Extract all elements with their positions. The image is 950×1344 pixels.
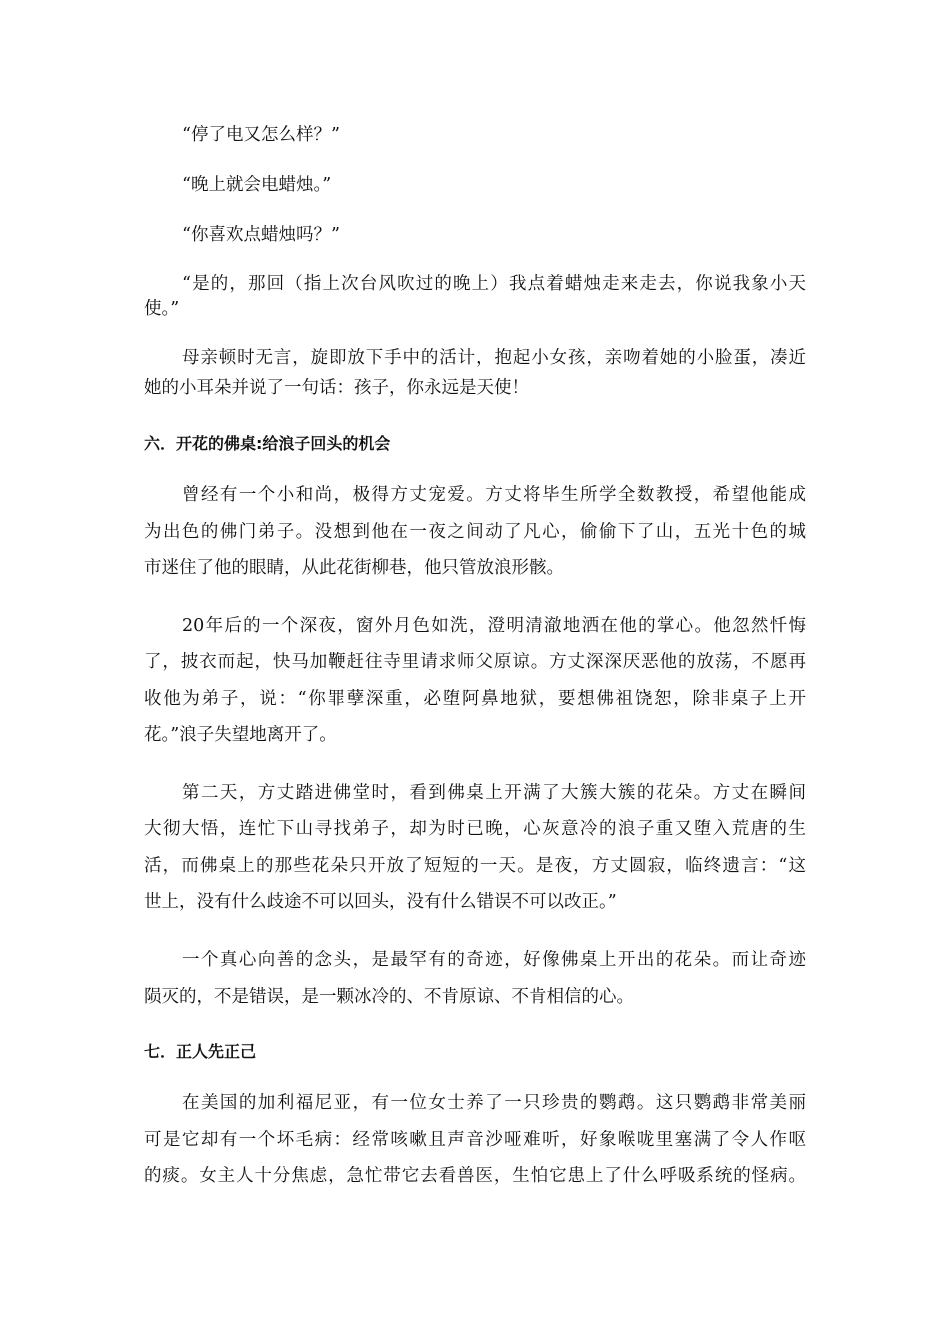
section-heading: 七．正人先正己 (144, 1042, 257, 1061)
paragraph-line: 她的小耳朵并说了一句话：孩子，你永远是天使！ (144, 378, 529, 398)
paragraph-line: 曾经有一个小和尚，极得方丈宠爱。方丈将毕生所学全数教授，希望他能成 (182, 485, 806, 505)
dialogue-line: “你喜欢点蜡烛吗？” (182, 225, 340, 245)
paragraph-line: 一个真心向善的念头，是最罕有的奇迹，好像佛桌上开出的花朵。而让奇迹 (182, 950, 806, 970)
dialogue-line: “停了电又怎么样？” (182, 125, 340, 145)
paragraph-line: 活，而佛桌上的那些花朵只开放了短短的一天。是夜，方丈圆寂，临终遗言：“这 (144, 856, 806, 876)
paragraph-line: 世上，没有什么歧途不可以回头，没有什么错误不可以改正。” (144, 892, 617, 912)
paragraph-line: 了，披衣而起，快马加鞭赶往寺里请求师父原谅。方丈深深厌恶他的放荡，不愿再 (144, 652, 806, 672)
paragraph-line: 花。”浪子失望地离开了。 (144, 725, 337, 745)
paragraph-line: 收他为弟子，说：“你罪孽深重，必堕阿鼻地狱，要想佛祖饶恕，除非桌子上开 (144, 689, 806, 709)
dialogue-line: “晚上就会电蜡烛。” (182, 175, 332, 195)
dialogue-line: 使。” (144, 299, 180, 319)
paragraph-line: 为出色的佛门弟子。没想到他在一夜之间动了凡心，偷偷下了山，五光十色的城 (144, 522, 806, 542)
paragraph-line: 市迷住了他的眼睛，从此花街柳巷，他只管放浪形骸。 (144, 558, 564, 578)
dialogue-line: “是的，那回（指上次台风吹过的晚上）我点着蜡烛走来走去，你说我象小天 (182, 274, 806, 294)
section-heading: 六．开花的佛桌:给浪子回头的机会 (144, 434, 391, 453)
paragraph-line: 20年后的一个深夜，窗外月色如洗，澄明清澈地洒在他的掌心。他忽然忏悔 (182, 616, 806, 636)
paragraph-line: 可是它却有一个坏毛病：经常咳嗽且声音沙哑难听，好象喉咙里塞满了令人作呕 (144, 1130, 806, 1150)
paragraph-line: 大彻大悟，连忙下山寻找弟子，却为时已晚，心灰意冷的浪子重又堕入荒唐的生 (144, 819, 806, 839)
paragraph-line: 陨灭的，不是错误，是一颗冰冷的、不肯原谅、不肯相信的心。 (144, 987, 634, 1007)
paragraph-line: 在美国的加利福尼亚，有一位女士养了一只珍贵的鹦鹉。这只鹦鹉非常美丽 (182, 1093, 806, 1113)
paragraph-line: 第二天，方丈踏进佛堂时，看到佛桌上开满了大簇大簇的花朵。方丈在瞬间 (182, 783, 806, 803)
paragraph-line: 的痰。女主人十分焦虑，急忙带它去看兽医，生怕它患上了什么呼吸系统的怪病。 (144, 1166, 806, 1186)
paragraph-line: 母亲顿时无言，旋即放下手中的活计，抱起小女孩，亲吻着她的小脸蛋，凑近 (182, 348, 806, 368)
